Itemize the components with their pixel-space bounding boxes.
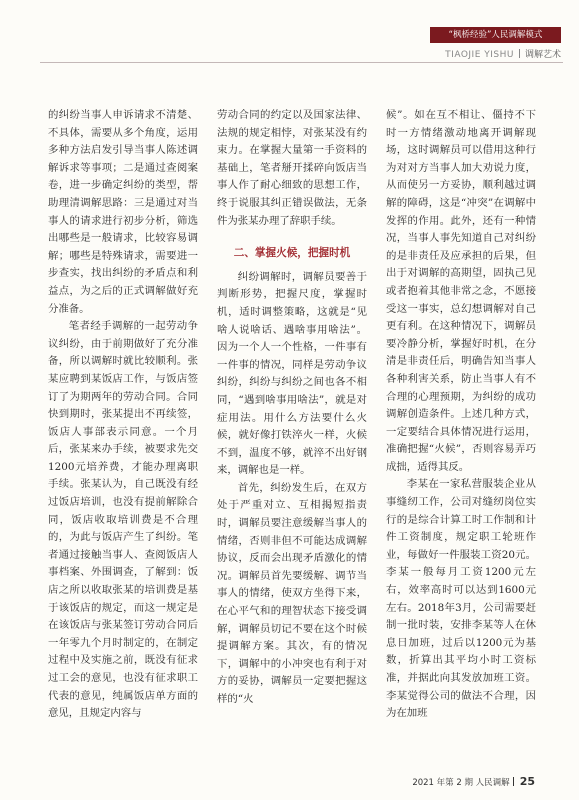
paragraph: 李某在一家私营服装企业从事缝纫工作，公司对缝纫岗位实行的是综合计算工时工作制和计件工资制度，规定职工轮班作业，每做好一件服装工资20元。李某一般每月工资1200元左右，效率高时可以达到1600元左右。2018年3月，公司需要赶制一批时装，安排李某等人在休息日加班，过后以1200元为基数，折算出其平均小时工资标准，并据此向其发放加班工资。李某觉得公司的做法不合理，因为在加班	[386, 478, 536, 720]
paragraph: 首先，纠纷发生后，在双方处于严重对立、互相揭短指责时，调解员要注意缓解当事人的情绪，否则非但不可能达成调解协议，反而会出现矛盾激化的情况。调解员首先要缓解、调节当事人的情绪，使双方坐得下来，在心平气和的理智状态下接受调解，调解员切记不要在这个时候提调解方案。其次，有的情况下，调解中的小冲突也有利于对方的妥协，调解员一定要把握这样的“火	[217, 481, 367, 705]
text-column-3	[386, 107, 536, 723]
paragraph: 笔者经手调解的一起劳动争议纠纷，由于前期做好了充分准备，所以调解时就比较顺利。张某应聘到某饭店工作，与饭店签订了为期两年的劳动合同。合同快到期时，张某提出不再续签，饭店人事部表示同意。一个月后，张某来办手续，被要求先交1200元培养费，才能办理离职手续。张某认为，自己既没有经过饭店培训，也没有提前解除合同，饭店收取培训费是不合理的，为此与饭店产生了纠纷。笔者通过接触当事人、查阅饭店人事档案、外围调查，了解到：饭店之所以收取张某的培训费是基于该饭店的规定，而这一规定是在该饭店与张某签订劳动合同后一年零九个月时制定的，在制定过程中及实施之前，既没有征求过工会的意见，也没有征求职工代表的意见，纯属饭店单方面的意见，且规定内容与	[48, 320, 198, 720]
magazine-name: 人民调解	[475, 778, 510, 788]
column-pinyin: TIAOJIE YISHU	[445, 50, 514, 60]
column-name: 调解艺术	[524, 50, 561, 60]
column-badge: “枫桥经验”人民调解模式	[430, 27, 561, 43]
page-number: 25	[519, 775, 535, 788]
section-heading: 二、掌握火候，把握时机	[233, 247, 351, 260]
paragraph: 候”。如在互不相让、僵持不下时一方情绪激动地离开调解现场，这时调解员可以借用这种行为对对方当事人加大劝说力度，从而使另一方妥协，顺利越过调解的障碍，这是“冲突”在调解中发挥的作用。此外，还有一种情况，当事人事先知道自己对纠纷的是非责任及应承担的后果，但出于对调解的高期望，固执己见或者抱着其他非常之念，不愿接受这一事实，总幻想调解对自己更有利。在这种情况下，调解员要冷静分析，掌握好时机，在分清是非责任后，明确告知当事人各种利害关系，防止当事人有不合理的心理预期，为纠纷的成功调解创造条件。上述几种方式，一定要结合具体情况进行运用，准确把握“火候”，否则容易弄巧成拙，适得其反。	[386, 109, 536, 473]
column-title	[321, 47, 561, 60]
header-rule	[40, 62, 563, 63]
text-column-1	[48, 107, 198, 723]
paragraph: 劳动合同的约定以及国家法律、法规的规定相悖，对张某没有约束力。在掌握大量第一手资料的基础上，笔者掰开揉碎向饭店当事人作了耐心细致的思想工作，终于说服其纠正错误做法，无条件为张某办理了辞职手续。	[217, 109, 367, 227]
divider	[513, 777, 514, 786]
paragraph: 的纠纷当事人申诉请求不清楚、不具体，需要从多个角度，运用多种方法启发引导当事人陈述调解诉求等事项；二是通过查阅案卷，进一步确定纠纷的类型，帮助理清调解思路：三是通过对当事人的请求进行初步分析，筛选出哪些是一般请求，比较容易调解；哪些是特殊请求，需要进一步查实，找出纠纷的矛盾点和利益点，为之后的正式调解做好充分准备。	[48, 109, 198, 315]
issue-label: 2021 年第 2 期	[412, 778, 473, 788]
divider	[519, 49, 520, 58]
page-footer	[412, 775, 535, 788]
paragraph: 纠纷调解时，调解员要善于判断形势，把握尺度，掌握时机，适时调整策略，这就是“见啥人说啥话、遇啥事用啥法”。因为一个人一个性格，一件事有一件事的情况，同样是劳动争议纠纷，纠纷与纠纷之间也各不相同，“遇到啥事用啥法”，就是对症用法。用什么方法要什么火候，就好像打铁淬火一样，火候不到，温度不够，就淬不出好钢来，调解也是一样。	[217, 270, 367, 477]
text-column-2	[217, 107, 367, 709]
